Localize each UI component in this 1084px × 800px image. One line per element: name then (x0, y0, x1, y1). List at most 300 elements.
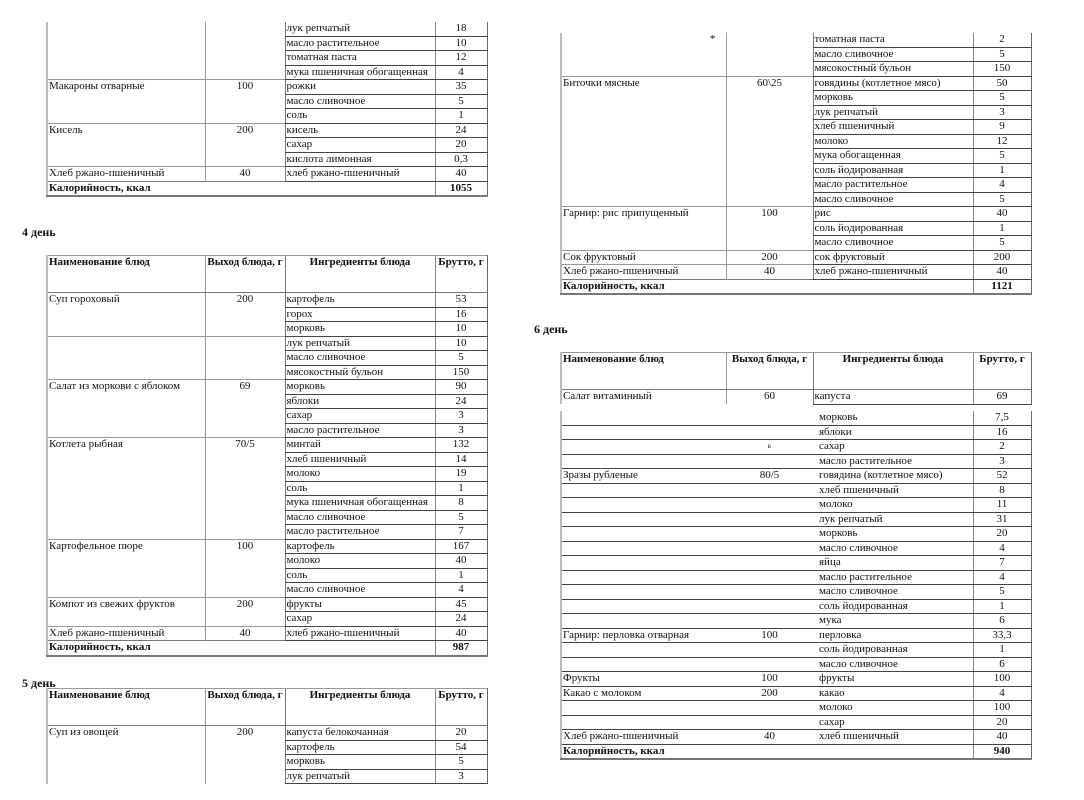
ingredient-name: говядины (котлетное мясо) (813, 76, 973, 91)
ingredient-gross: 1 (435, 481, 487, 496)
dish-yield (205, 481, 285, 496)
table-row (561, 207, 1031, 222)
ingredient-name: капуста белокочанная (285, 726, 435, 741)
dish-name: Картофельное пюре (47, 539, 205, 554)
ingredient-gross: 6 (973, 657, 1031, 672)
table-row (561, 390, 1031, 405)
dish-name (47, 152, 205, 167)
total-row (47, 641, 487, 656)
dish-name (47, 755, 205, 770)
ingredient-gross: 5 (973, 236, 1031, 251)
table-row (561, 47, 1031, 62)
ingredient-gross: 33,3 (973, 628, 1031, 643)
table-row (561, 570, 1031, 585)
dish-yield (205, 740, 285, 755)
ingredient-name: масло сливочное (285, 510, 435, 525)
dish-yield (726, 120, 813, 135)
ingredient-name: сахар (285, 612, 435, 627)
ingredient-gross: 53 (435, 293, 487, 308)
ingredient-name: хлеб пшеничный (285, 452, 435, 467)
dish-yield (205, 65, 285, 80)
dish-yield: 200 (726, 250, 813, 265)
ingredient-gross: 54 (435, 740, 487, 755)
ingredient-name: морковь (285, 380, 435, 395)
table-row (561, 730, 1031, 745)
total-row (47, 181, 487, 196)
table-row (561, 265, 1031, 280)
ingredient-name: масло сливочное (813, 585, 973, 600)
dish-yield: 40 (205, 167, 285, 182)
dish-yield (726, 527, 813, 542)
dish-yield (205, 365, 285, 380)
table-row (47, 510, 487, 525)
header-row (561, 353, 1031, 390)
ingredient-name: сок фруктовый (813, 250, 973, 265)
ingredient-name: соль йодированная (813, 221, 973, 236)
table-row (47, 394, 487, 409)
day4-table (46, 255, 488, 657)
dish-yield (726, 585, 813, 600)
ingredient-name: капуста (813, 390, 973, 405)
dish-name: Биточки мясные (561, 76, 726, 91)
dish-name (47, 22, 205, 36)
ingredient-name: перловка (813, 628, 973, 643)
dish-name (561, 163, 726, 178)
ingredient-name: масло сливочное (285, 583, 435, 598)
table-row (561, 76, 1031, 91)
table-row (47, 51, 487, 66)
table-row (47, 626, 487, 641)
table-row (47, 481, 487, 496)
table-row (561, 512, 1031, 527)
table-row (47, 438, 487, 453)
ingredient-name: кислота лимонная (285, 152, 435, 167)
day3-continued-table (46, 22, 488, 197)
dish-name (47, 612, 205, 627)
dish-yield: 40 (205, 626, 285, 641)
ingredient-name: фрукты (285, 597, 435, 612)
ingredient-gross: 40 (973, 207, 1031, 222)
ingredient-name: молоко (813, 701, 973, 716)
dish-yield (205, 583, 285, 598)
dish-name (47, 769, 205, 784)
ingredient-gross: 100 (973, 672, 1031, 687)
table-row (47, 554, 487, 569)
table-row (561, 541, 1031, 556)
ingredient-name: морковь (813, 527, 973, 542)
ingredient-name: томатная паста (813, 33, 973, 47)
dish-yield (205, 322, 285, 337)
dish-yield (205, 467, 285, 482)
dish-yield (205, 496, 285, 511)
dish-name (561, 614, 726, 629)
ingredient-gross: 5 (435, 94, 487, 109)
dish-name (47, 481, 205, 496)
ingredient-name: хлеб пшеничный (813, 120, 973, 135)
ingredient-gross: 9 (973, 120, 1031, 135)
ingredient-gross: 16 (973, 425, 1031, 440)
ingredient-gross: 0,3 (435, 152, 487, 167)
ingredient-gross: 4 (435, 65, 487, 80)
dish-name (561, 570, 726, 585)
dish-yield (726, 163, 813, 178)
dish-name (47, 138, 205, 153)
dish-name (47, 36, 205, 51)
ingredient-name: сахар (813, 440, 973, 455)
day5-table-part1 (46, 688, 488, 784)
dish-name: Салат из моркови с яблоком (47, 380, 205, 395)
dish-name: Котлета рыбная (47, 438, 205, 453)
total-label: Калорийность, ккал (47, 181, 435, 196)
dish-name (561, 236, 726, 251)
table-row (561, 221, 1031, 236)
ingredient-gross: 3 (435, 409, 487, 424)
ingredient-name: картофель (285, 740, 435, 755)
dish-yield (726, 614, 813, 629)
dish-yield (205, 109, 285, 124)
ingredient-name: соль (285, 568, 435, 583)
ingredient-gross: 8 (973, 483, 1031, 498)
ingredient-name: картофель (285, 293, 435, 308)
total-row (561, 744, 1031, 759)
ingredient-name: соль йодированная (813, 643, 973, 658)
dish-name: * (561, 33, 726, 47)
header-row (47, 256, 487, 293)
table-row (561, 250, 1031, 265)
ingredient-gross: 7,5 (973, 411, 1031, 425)
dish-yield (205, 394, 285, 409)
dish-yield (205, 568, 285, 583)
dish-name: Кисель (47, 123, 205, 138)
dish-yield (726, 483, 813, 498)
table-row (561, 657, 1031, 672)
total-calories: 1055 (435, 181, 487, 196)
total-label: Калорийность, ккал (47, 641, 435, 656)
header-dish: Наименование блюд (47, 256, 205, 293)
ingredient-gross: 90 (435, 380, 487, 395)
ingredient-name: мука пшеничная обогащенная (285, 496, 435, 511)
ingredient-name: хлеб ржано-пшеничный (285, 626, 435, 641)
header-yield: Выход блюда, г (205, 689, 285, 726)
table-row (47, 365, 487, 380)
dish-yield (726, 91, 813, 106)
dish-yield (726, 454, 813, 469)
table-row (561, 120, 1031, 135)
ingredient-name: томатная паста (285, 51, 435, 66)
dish-name (561, 643, 726, 658)
table-row (47, 583, 487, 598)
table-row (47, 423, 487, 438)
ingredient-name: мука обогащенная (813, 149, 973, 164)
dish-name (561, 556, 726, 571)
dish-yield (726, 105, 813, 120)
table-row (561, 149, 1031, 164)
dish-name (47, 51, 205, 66)
ingredient-gross: 132 (435, 438, 487, 453)
ingredient-gross: 7 (973, 556, 1031, 571)
dish-yield (205, 51, 285, 66)
dish-yield (726, 556, 813, 571)
dish-name (47, 394, 205, 409)
dish-yield (726, 643, 813, 658)
dish-yield (205, 525, 285, 540)
table-row (47, 109, 487, 124)
header-gross: Брутто, г (435, 689, 487, 726)
table-row (47, 123, 487, 138)
header-dish: Наименование блюд (561, 353, 726, 390)
dish-yield (726, 236, 813, 251)
ingredient-name: масло сливочное (285, 351, 435, 366)
dish-name (561, 178, 726, 193)
dish-name (561, 47, 726, 62)
ingredient-name: масло растительное (813, 454, 973, 469)
table-row (561, 628, 1031, 643)
table-row (47, 496, 487, 511)
ingredient-gross: 40 (973, 730, 1031, 745)
table-row (47, 293, 487, 308)
dish-name (561, 541, 726, 556)
ingredient-name: масло растительное (813, 178, 973, 193)
ingredient-gross: 20 (435, 726, 487, 741)
ingredient-gross: 35 (435, 80, 487, 95)
table-row (561, 425, 1031, 440)
dish-yield (726, 178, 813, 193)
ingredient-name: сахар (813, 715, 973, 730)
table-row (561, 643, 1031, 658)
dish-yield (205, 423, 285, 438)
ingredient-name: масло растительное (813, 570, 973, 585)
dish-name (561, 62, 726, 77)
table-row (47, 22, 487, 36)
ingredient-gross: 5 (435, 755, 487, 770)
dish-yield: 70/5 (205, 438, 285, 453)
ingredient-name: масло растительное (285, 423, 435, 438)
dish-name: Макароны отварные (47, 80, 205, 95)
ingredient-name: говядина (котлетное мясо) (813, 469, 973, 484)
dish-name (561, 149, 726, 164)
dish-name: Гарнир: перловка отварная (561, 628, 726, 643)
dish-name (47, 336, 205, 351)
dish-name (47, 510, 205, 525)
dish-name (47, 467, 205, 482)
total-calories: 987 (435, 641, 487, 656)
ingredient-gross: 12 (435, 51, 487, 66)
dish-yield: 80/5 (726, 469, 813, 484)
ingredient-gross: 150 (435, 365, 487, 380)
ingredient-name: молоко (813, 498, 973, 513)
ingredient-gross: 8 (435, 496, 487, 511)
ingredient-name: яблоки (285, 394, 435, 409)
ingredient-gross: 1 (973, 221, 1031, 236)
dish-yield (205, 409, 285, 424)
ingredient-name: молоко (285, 467, 435, 482)
table-row (47, 36, 487, 51)
ingredient-gross: 24 (435, 612, 487, 627)
table-row (47, 755, 487, 770)
dish-yield (726, 570, 813, 585)
dish-name: Гарнир: рис припущенный (561, 207, 726, 222)
dish-name (561, 411, 726, 425)
table-row (561, 236, 1031, 251)
table-row (561, 585, 1031, 600)
dish-name: Хлеб ржано-пшеничный (47, 167, 205, 182)
ingredient-gross: 31 (973, 512, 1031, 527)
dish-yield (726, 411, 813, 425)
dish-name (561, 134, 726, 149)
ingredient-name: соль йодированная (813, 163, 973, 178)
table-row (47, 322, 487, 337)
table-row (561, 672, 1031, 687)
ingredient-gross: 5 (435, 510, 487, 525)
ingredient-gross: 6 (973, 614, 1031, 629)
header-ingredients: Ингредиенты блюда (813, 353, 973, 390)
dish-name (47, 322, 205, 337)
ingredient-name: лук репчатый (285, 336, 435, 351)
table-row (47, 380, 487, 395)
ingredient-name: молоко (813, 134, 973, 149)
table-row (561, 614, 1031, 629)
ingredient-gross: 7 (435, 525, 487, 540)
ingredient-name: сахар (285, 138, 435, 153)
dish-name (561, 454, 726, 469)
header-row (47, 689, 487, 726)
ingredient-gross: 40 (435, 167, 487, 182)
ingredient-name: лук репчатый (813, 512, 973, 527)
dish-yield (726, 33, 813, 47)
dish-name (47, 351, 205, 366)
dish-name (47, 409, 205, 424)
dish-yield: 60 (726, 390, 813, 405)
ingredient-name: морковь (285, 755, 435, 770)
ingredient-gross: 24 (435, 123, 487, 138)
ingredient-name: лук репчатый (813, 105, 973, 120)
dish-name: Хлеб ржано-пшеничный (561, 730, 726, 745)
table-row (47, 539, 487, 554)
dish-name (47, 65, 205, 80)
dish-name: Хлеб ржано-пшеничный (561, 265, 726, 280)
ingredient-gross: 16 (435, 307, 487, 322)
table-row (47, 65, 487, 80)
dish-name (561, 657, 726, 672)
dish-yield (205, 351, 285, 366)
table-row (561, 33, 1031, 47)
ingredient-gross: 4 (973, 570, 1031, 585)
dish-yield (205, 138, 285, 153)
dish-name (47, 525, 205, 540)
dish-name (561, 105, 726, 120)
dish-name (561, 120, 726, 135)
ingredient-gross: 4 (973, 686, 1031, 701)
ingredient-name: масло сливочное (813, 192, 973, 207)
dish-yield: 100 (205, 80, 285, 95)
table-row (561, 62, 1031, 77)
dish-yield: 200 (205, 726, 285, 741)
dish-yield: 100 (726, 628, 813, 643)
dish-yield (205, 755, 285, 770)
dish-name (561, 715, 726, 730)
ingredient-name: масло растительное (285, 36, 435, 51)
table-row (561, 469, 1031, 484)
dish-yield (205, 452, 285, 467)
dish-yield: 200 (726, 686, 813, 701)
ingredient-gross: 1 (973, 599, 1031, 614)
table-row (561, 686, 1031, 701)
day6-heading: 6 день (534, 322, 568, 336)
ingredient-gross: 2 (973, 440, 1031, 455)
ingredient-name: рожки (285, 80, 435, 95)
table-row (561, 91, 1031, 106)
ingredient-name: фрукты (813, 672, 973, 687)
ingredient-name: сахар (285, 409, 435, 424)
dish-yield (205, 94, 285, 109)
header-ingredients: Ингредиенты блюда (285, 256, 435, 293)
table-row (47, 351, 487, 366)
table-row (47, 452, 487, 467)
dish-yield: к (726, 440, 813, 455)
dish-name (47, 452, 205, 467)
table-row (561, 556, 1031, 571)
ingredient-gross: 20 (973, 715, 1031, 730)
dish-name: Суп из овощей (47, 726, 205, 741)
dish-name (561, 440, 726, 455)
ingredient-name: соль йодированная (813, 599, 973, 614)
dish-yield (726, 657, 813, 672)
ingredient-name: хлеб ржано-пшеничный (813, 265, 973, 280)
day4-heading: 4 день (22, 225, 56, 239)
ingredient-gross: 11 (973, 498, 1031, 513)
ingredient-name: соль (285, 481, 435, 496)
dish-name: Суп гороховый (47, 293, 205, 308)
dish-yield (205, 612, 285, 627)
table-row (47, 568, 487, 583)
dish-yield (726, 599, 813, 614)
dish-yield (726, 62, 813, 77)
ingredient-name: мука (813, 614, 973, 629)
dish-yield (726, 149, 813, 164)
ingredient-gross: 4 (973, 178, 1031, 193)
dish-name (561, 192, 726, 207)
ingredient-gross: 3 (435, 423, 487, 438)
table-row (47, 80, 487, 95)
dish-yield (726, 715, 813, 730)
table-row (561, 105, 1031, 120)
table-row (47, 336, 487, 351)
ingredient-gross: 10 (435, 36, 487, 51)
ingredient-name: кисель (285, 123, 435, 138)
ingredient-name: картофель (285, 539, 435, 554)
dish-name (47, 94, 205, 109)
dish-name (47, 568, 205, 583)
dish-yield (726, 498, 813, 513)
dish-name: Сок фруктовый (561, 250, 726, 265)
ingredient-name: яйца (813, 556, 973, 571)
table-row (47, 152, 487, 167)
dish-name (47, 583, 205, 598)
ingredient-name: мука пшеничная обогащенная (285, 65, 435, 80)
day5-heading: 5 день (22, 676, 56, 690)
ingredient-gross: 150 (973, 62, 1031, 77)
header-dish: Наименование блюд (47, 689, 205, 726)
table-row (561, 134, 1031, 149)
ingredient-gross: 40 (435, 626, 487, 641)
dish-yield: 100 (205, 539, 285, 554)
ingredient-name: лук репчатый (285, 769, 435, 784)
dish-name (47, 365, 205, 380)
dish-name (561, 483, 726, 498)
ingredient-name: соль (285, 109, 435, 124)
ingredient-name: лук репчатый (285, 22, 435, 36)
ingredient-gross: 5 (973, 585, 1031, 600)
